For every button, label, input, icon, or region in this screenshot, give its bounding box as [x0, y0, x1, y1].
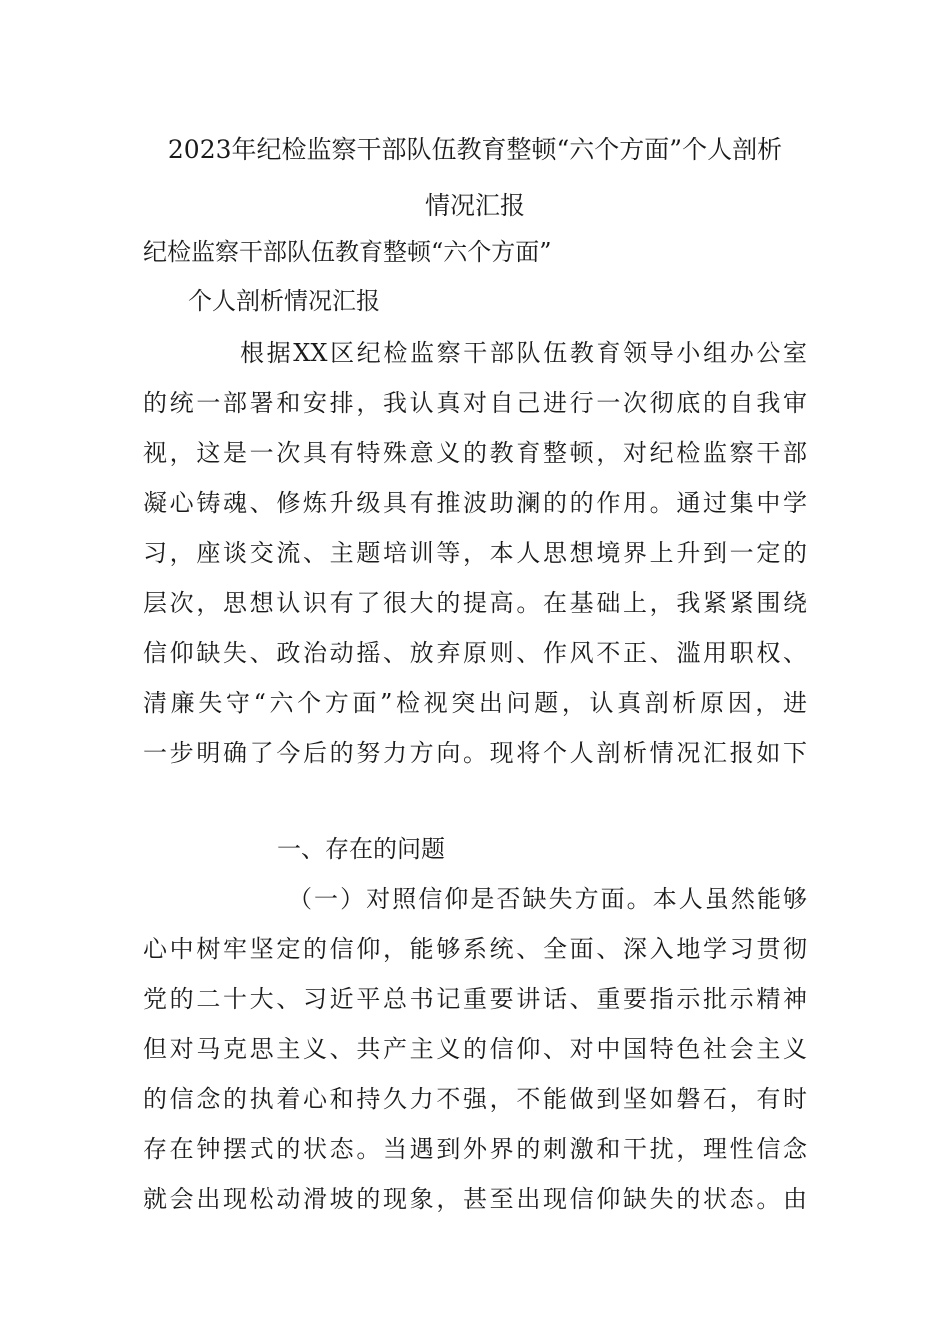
section-1-line-5: 的信念的执着心和持久力不强，不能做到坚如磐石，有时	[143, 1085, 807, 1113]
intro-line-7: 信仰缺失、政治动摇、放弃原则、作风不正、滥用职权、	[143, 639, 807, 667]
section-1-line-3: 党的二十大、习近平总书记重要讲话、重要指示批示精神	[143, 985, 807, 1013]
intro-line-1: 根据XX区纪检监察干部队伍教育领导小组办公室	[240, 339, 807, 367]
subtitle-line-1: 纪检监察干部队伍教育整顿“六个方面”	[143, 238, 552, 266]
intro-line-9: 一步明确了今后的努力方向。现将个人剖析情况汇报如下	[143, 739, 807, 767]
section-1-line-1: （一）对照信仰是否缺失方面。本人虽然能够	[288, 885, 807, 913]
intro-line-2: 的统一部署和安排，我认真对自己进行一次彻底的自我审	[143, 389, 807, 417]
section-1-line-6: 存在钟摆式的状态。当遇到外界的刺激和干扰，理性信念	[143, 1135, 807, 1163]
intro-line-3: 视，这是一次具有特殊意义的教育整顿，对纪检监察干部	[143, 439, 807, 467]
title-line-2: 情况汇报	[424, 191, 525, 220]
intro-line-8: 清廉失守“六个方面”检视突出问题，认真剖析原因，进	[143, 689, 807, 717]
document-title	[140, 122, 810, 234]
intro-line-4: 凝心铸魂、修炼升级具有推波助澜的的作用。通过集中学	[143, 489, 807, 517]
title-line-1: 2023年纪检监察干部队伍教育整顿“六个方面”个人剖析	[167, 135, 783, 164]
intro-line-6: 层次，思想认识有了很大的提高。在基础上，我紧紧围绕	[143, 589, 807, 617]
subtitle-line-2: 个人剖析情况汇报	[188, 287, 380, 315]
section-1-line-4: 但对马克思主义、共产主义的信仰、对中国特色社会主义	[143, 1035, 807, 1063]
intro-line-5: 习，座谈交流、主题培训等，本人思想境界上升到一定的	[143, 539, 807, 567]
section-1-line-7: 就会出现松动滑坡的现象，甚至出现信仰缺失的状态。由	[143, 1185, 807, 1213]
section-1-line-2: 心中树牢坚定的信仰，能够系统、全面、深入地学习贯彻	[143, 935, 807, 963]
section-1-heading: 一、存在的问题	[277, 835, 445, 863]
